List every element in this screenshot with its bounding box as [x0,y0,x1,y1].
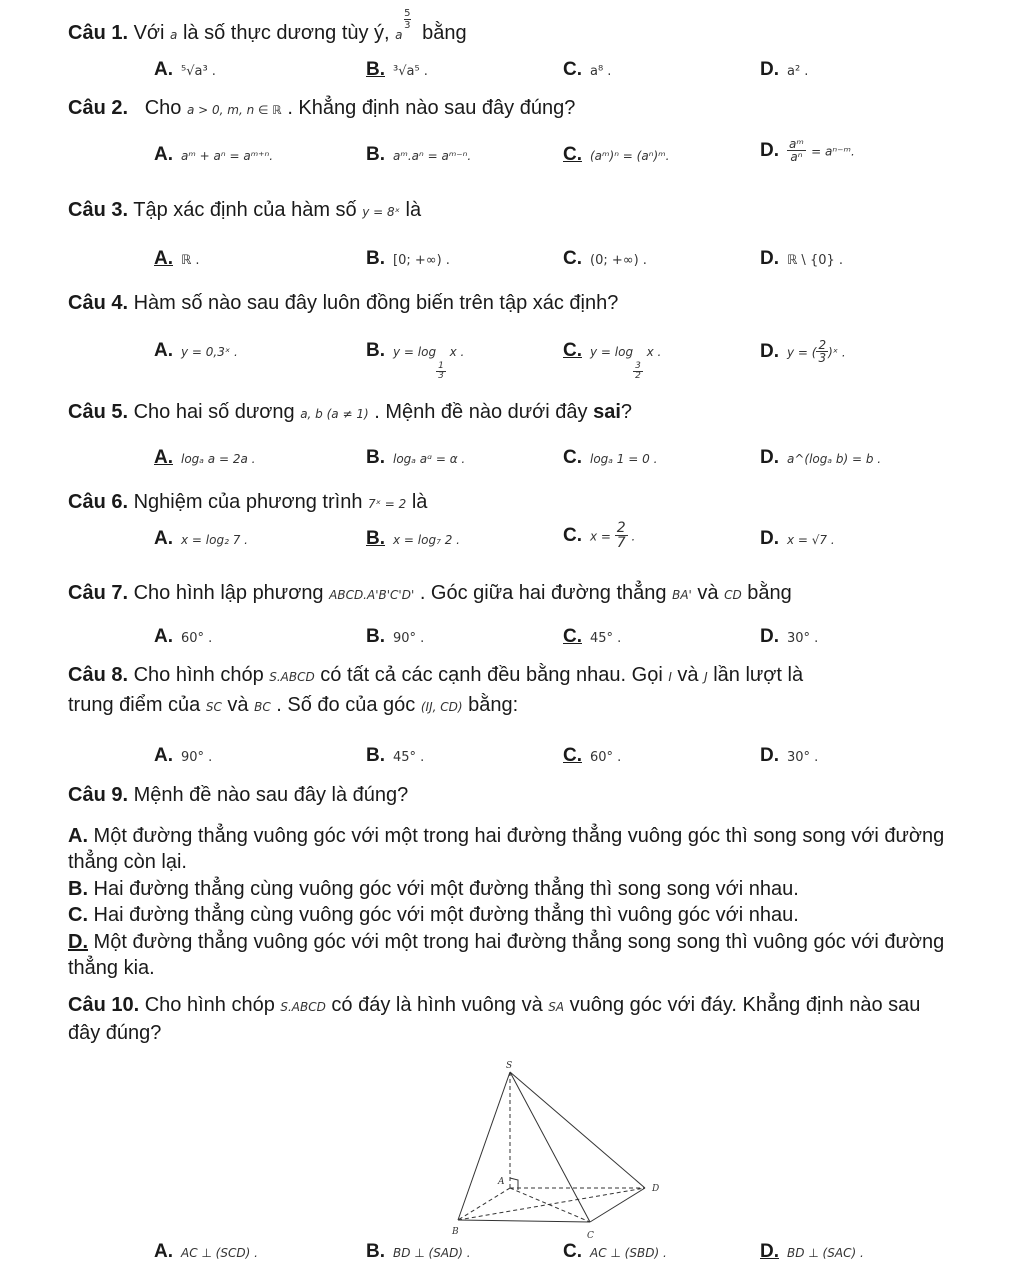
q4-option-a[interactable]: A. y = 0,3ˣ . [154,340,238,361]
q5-vars: a, b (a ≠ 1) [300,407,369,421]
q7-label: Câu 7. [68,582,129,604]
q10-label: Câu 10. [68,994,140,1016]
edge-bc [458,1220,590,1222]
q2-text-post: . Khẳng định nào sau đây đúng? [281,97,576,119]
q4-text: Hàm số nào sau đây luôn đồng biến trên tập xác định? [128,292,619,314]
label-s: S [506,1061,513,1071]
edge-ac [510,1188,590,1222]
q10-option-a[interactable]: A. AC ⊥ (SCD) . [154,1241,258,1262]
question-7 [68,580,792,608]
q9-option-a[interactable]: A. Một đường thẳng vuông góc với một trong hai đường thẳng vuông góc thì song song với đường thẳng còn lại. [68,825,945,873]
q1-label: Câu 1. [68,22,129,44]
q6-text-pre: Nghiệm của phương trình [128,491,368,513]
question-9 [68,782,408,808]
q7-text-mid: . Góc giữa hai đường thẳng [414,582,673,604]
q5-label: Câu 5. [68,401,129,423]
q7-text-post: bằng [741,582,792,604]
q2-label: Câu 2. [68,97,129,119]
label-a: A [498,1177,505,1187]
q6-text-post: là [406,491,428,513]
question-1 [68,8,467,48]
q3-option-a[interactable]: A. ℝ . [154,248,200,269]
q1-expr: a 5 3 [395,8,411,42]
q9-option-d[interactable]: D. Một đường thẳng vuông góc với một trong hai đường thẳng song song thì vuông góc với đường thẳng kia. [68,931,945,979]
question-3 [68,197,421,225]
q5-bold-word: sai [593,401,621,423]
q1-text-pre: Với [128,22,171,44]
q9-text: Mệnh đề nào sau đây là đúng? [128,784,409,806]
q8-option-b[interactable]: B. 45° . [366,745,425,766]
edge-ab [458,1188,510,1220]
question-8-line-1: Câu 8. Cho hình chóp S.ABCD có tất cả các cạnh đều bằng nhau. Gọi I và J lần lượt là [68,664,804,686]
label-c: C [587,1231,594,1241]
q2-option-c[interactable]: C. (aᵐ)ⁿ = (aⁿ)ᵐ. [563,144,670,165]
q7-option-a[interactable]: A. 60° . [154,626,213,647]
question-5 [68,399,632,427]
q6-option-d[interactable]: D. x = √7 . [760,528,835,549]
q7-option-d[interactable]: D. 30° . [760,626,819,647]
q1-option-d[interactable]: D. a² . [760,59,809,80]
q9-option-b[interactable]: B. Hai đường thẳng cùng vuông góc với một đường thẳng thì song song với nhau. [68,878,799,900]
q6-equation: 7ˣ = 2 [368,497,407,511]
q7-shape: ABCD.A'B'C'D' [329,588,415,602]
q5-text-mid: . Mệnh đề nào dưới đây [368,401,594,423]
question-8-line-2: trung điểm của SC và BC . Số đo của góc (IJ, CD) bằng: [68,694,519,716]
q6-option-a[interactable]: A. x = log₂ 7 . [154,528,248,549]
q10-option-b[interactable]: B. BD ⊥ (SAD) . [366,1241,471,1262]
q2-option-b[interactable]: B. aᵐ.aⁿ = aᵐ⁻ⁿ. [366,144,472,165]
q1-option-c[interactable]: C. a⁸ . [563,59,612,80]
q4-option-d[interactable]: D. y = ( $\frac{2}{3}$ )ˣ . [760,338,846,365]
q1-option-a[interactable]: A. ⁵√a³ . [154,59,216,80]
q5-option-c[interactable]: C. logₐ 1 = 0 . [563,447,658,468]
q3-option-d[interactable]: D. ℝ \ {0} . [760,248,844,269]
q4-option-b[interactable]: B. y = log $\frac{1}{3}$ x . [366,340,465,381]
question-10: Câu 10. Cho hình chóp S.ABCD có đáy là hình vuông và SA vuông góc với đáy. Khẳng định nào sau đây đúng? [68,994,921,1044]
edge-bd [458,1188,645,1220]
q1-var: a [170,28,178,42]
question-4 [68,290,618,316]
q5-text-post: ? [620,401,633,423]
q1-text-mid: là số thực dương tùy ý, [177,22,396,44]
q3-option-c[interactable]: C. (0; +∞) . [563,248,647,269]
q7-line-1: BA' [672,588,692,602]
q8-option-d[interactable]: D. 30° . [760,745,819,766]
q1-option-b[interactable]: B. ³√a⁵ . [366,59,428,80]
edge-sd [510,1072,645,1188]
q5-option-a[interactable]: A. logₐ a = 2a . [154,447,256,468]
question-2 [68,95,575,123]
q3-func: y = 8ˣ [362,205,400,219]
edge-sc [510,1072,590,1222]
q6-option-c[interactable]: C. x = $\frac{2}{7}$ . [563,520,636,551]
q3-text-post: là [400,199,422,221]
q2-option-d[interactable]: D. $\frac{\text{aᵐ}}{\text{aⁿ}}$ = aⁿ⁻ᵐ. [760,137,855,164]
q8-label: Câu 8. [68,664,129,686]
q7-option-b[interactable]: B. 90° . [366,626,425,647]
q2-option-a[interactable]: A. aᵐ + aⁿ = aᵐ⁺ⁿ. [154,144,274,165]
q1-text-post: bằng [416,22,467,44]
q9-option-c[interactable]: C. Hai đường thẳng cùng vuông góc với một đường thẳng thì vuông góc với nhau. [68,904,799,926]
q4-option-c[interactable]: C. y = log $\frac{3}{2}$ x . [563,340,662,381]
q3-label: Câu 3. [68,199,129,221]
q6-label: Câu 6. [68,491,129,513]
q10-option-c[interactable]: C. AC ⊥ (SBD) . [563,1241,667,1262]
q5-text-pre: Cho hai số dương [128,401,301,423]
q4-label: Câu 4. [68,292,129,314]
q2-cond: a > 0, m, n ∈ ℝ [186,103,282,117]
edge-sb [458,1072,510,1220]
q6-option-b[interactable]: B. x = log₇ 2 . [366,528,460,549]
label-d: D [652,1184,660,1194]
q5-option-b[interactable]: B. logₐ aᵅ = α . [366,447,466,468]
q5-option-d[interactable]: D. a^(logₐ b) = b . [760,447,882,468]
q7-text-pre: Cho hình lập phương [128,582,330,604]
q8-option-c[interactable]: C. 60° . [563,745,622,766]
pyramid-figure [440,1060,680,1245]
label-b: B [452,1227,459,1237]
q9-label: Câu 9. [68,784,129,806]
q10-option-d[interactable]: D. BD ⊥ (SAC) . [760,1241,864,1262]
question-6 [68,489,427,517]
q3-option-b[interactable]: B. [0; +∞) . [366,248,450,269]
q2-text-pre: Cho [128,97,187,119]
q3-text-pre: Tập xác định của hàm số [128,199,363,221]
q7-option-c[interactable]: C. 45° . [563,626,622,647]
q7-and: và [691,582,725,604]
q8-option-a[interactable]: A. 90° . [154,745,213,766]
q7-line-2: CD [724,588,742,602]
